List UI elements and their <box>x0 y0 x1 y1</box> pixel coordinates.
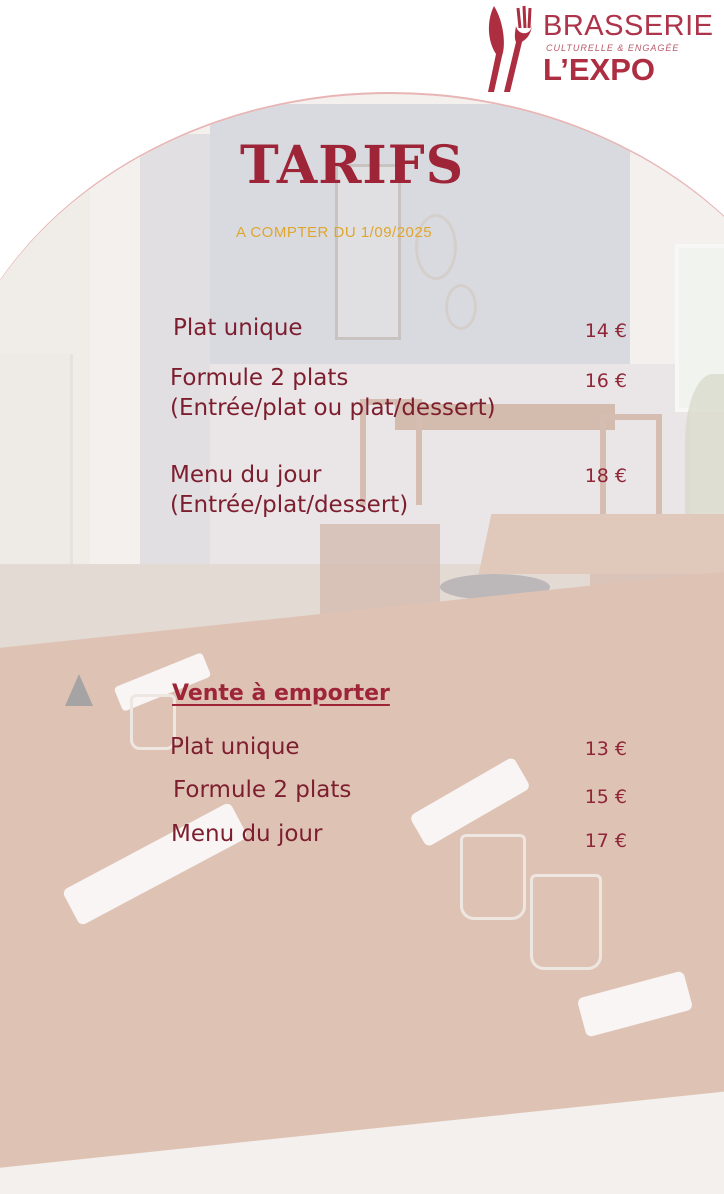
brasserie-logo <box>480 2 724 94</box>
menu-item-menu-du-jour <box>170 461 408 521</box>
takeaway-item-label: Formule 2 plats <box>173 777 352 803</box>
takeaway-item-label: Menu du jour <box>171 821 323 847</box>
page-title: TARIFS <box>240 135 465 196</box>
fork-and-knife-icon <box>480 2 536 94</box>
menu-item-price: 18 € <box>584 465 627 487</box>
takeaway-item-price: 17 € <box>584 830 627 852</box>
restaurant-interior-photo <box>0 92 724 1194</box>
menu-item-detail: (Entrée/plat/dessert) <box>170 491 409 518</box>
takeaway-item-label: Plat unique <box>170 734 300 760</box>
menu-item-label: Menu du jour <box>170 462 322 488</box>
takeaway-section-title: Vente à emporter <box>172 681 390 706</box>
menu-item-label: Formule 2 plats <box>170 365 349 391</box>
menu-item-formule-2-plats <box>170 364 496 424</box>
takeaway-item-price: 15 € <box>584 786 627 808</box>
menu-item-detail: (Entrée/plat ou plat/dessert) <box>170 394 496 421</box>
brand-top-text: BRASSERIE <box>543 10 714 42</box>
menu-item-plat-unique <box>173 314 303 344</box>
brand-name: L’EXPO <box>543 52 655 87</box>
effective-date: A COMPTER DU 1/09/2025 <box>236 224 433 241</box>
takeaway-item-price: 13 € <box>584 738 627 760</box>
brand-subtitle: CULTURELLE & ENGAGÉE <box>546 43 680 53</box>
menu-item-label: Plat unique <box>173 315 303 341</box>
menu-item-price: 14 € <box>584 320 627 342</box>
menu-item-price: 16 € <box>584 370 627 392</box>
